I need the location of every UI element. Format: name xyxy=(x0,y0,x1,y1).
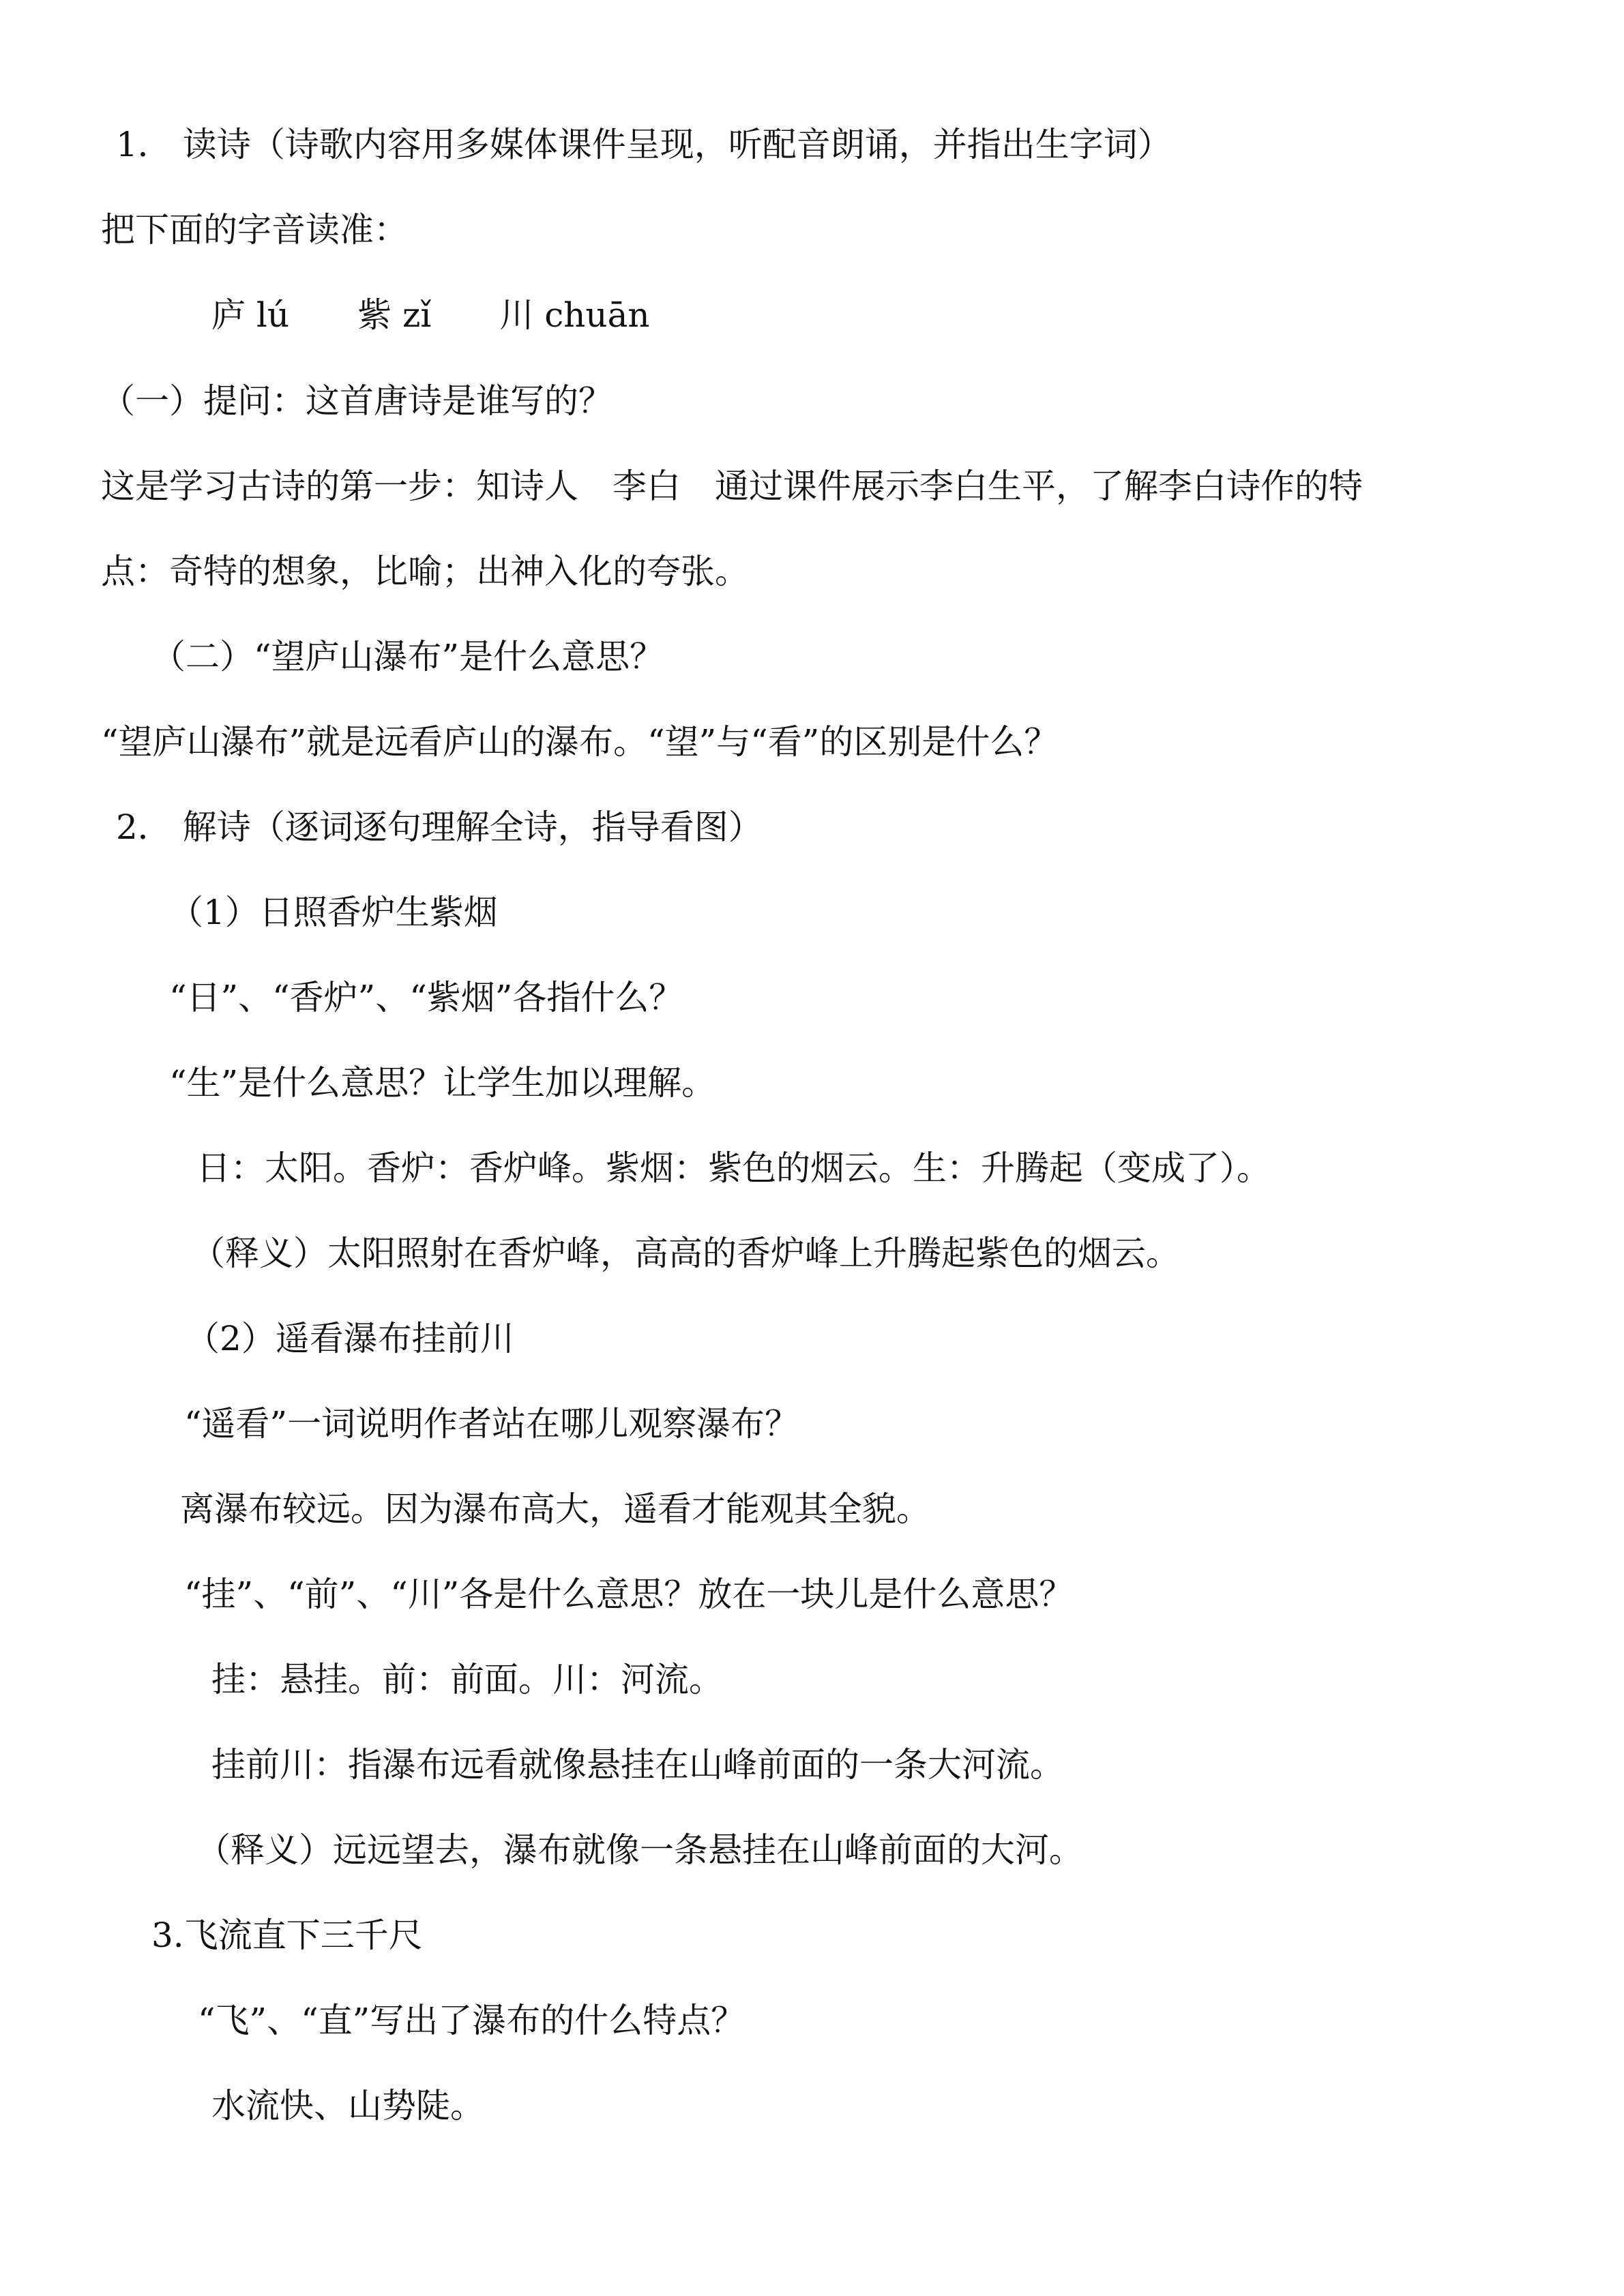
text-line: “飞”、“直”写出了瀑布的什么特点？ xyxy=(198,2001,745,2040)
text-line: 把下面的字音读准： xyxy=(101,210,408,250)
text-line: （释义）远远望去，瀑布就像一条悬挂在山峰前面的大河。 xyxy=(196,1830,1083,1870)
text-line: “生”是什么意思？让学生加以理解。 xyxy=(169,1063,716,1103)
section-heading-read-poem: 1． 读诗（诗歌内容用多媒体课件呈现，听配音朗诵，并指出生字词） xyxy=(116,125,1172,164)
text-line: 水流快、山势陡。 xyxy=(211,2086,484,2126)
text-line: “日”、“香炉”、“紫烟”各指什么？ xyxy=(169,978,683,1017)
verse-heading: 3.飞流直下三千尺 xyxy=(151,1915,423,1955)
subheading-question: （一）提问：这首唐诗是谁写的？ xyxy=(101,381,612,421)
text-line: “遥看”一词说明作者站在哪儿观察瀑布？ xyxy=(184,1404,799,1444)
text-line: （释义）太阳照射在香炉峰，高高的香炉峰上升腾起紫色的烟云。 xyxy=(191,1234,1180,1273)
section-heading-explain-poem: 2． 解诗（逐词逐句理解全诗，指导看图） xyxy=(116,807,763,847)
pinyin-line: 庐 lú 紫 zǐ 川 chuān xyxy=(211,295,650,335)
text-line: 挂：悬挂。前：前面。川：河流。 xyxy=(211,1660,723,1699)
text-line: 点：奇特的想象，比喻；出神入化的夸张。 xyxy=(101,552,749,591)
text-line: 日：太阳。香炉：香炉峰。紫烟：紫色的烟云。生：升腾起（变成了）。 xyxy=(196,1148,1271,1188)
subheading-question: （二）“望庐山瀑布”是什么意思？ xyxy=(151,637,664,676)
verse-heading: （1）日照香炉生紫烟 xyxy=(169,893,498,932)
text-line: 离瀑布较远。因为瀑布高大，遥看才能观其全貌。 xyxy=(180,1489,930,1529)
verse-heading: （2）遥看瀑布挂前川 xyxy=(186,1319,514,1358)
text-line: 这是学习古诗的第一步：知诗人 李白 通过课件展示李白生平，了解李白诗作的特 xyxy=(101,466,1363,506)
text-line: “望庐山瀑布”就是远看庐山的瀑布。“望”与“看”的区别是什么？ xyxy=(101,722,1059,762)
text-line: 挂前川：指瀑布远看就像悬挂在山峰前面的一条大河流。 xyxy=(211,1745,1064,1785)
text-line: “挂”、“前”、“川”各是什么意思？放在一块儿是什么意思？ xyxy=(184,1575,1074,1614)
